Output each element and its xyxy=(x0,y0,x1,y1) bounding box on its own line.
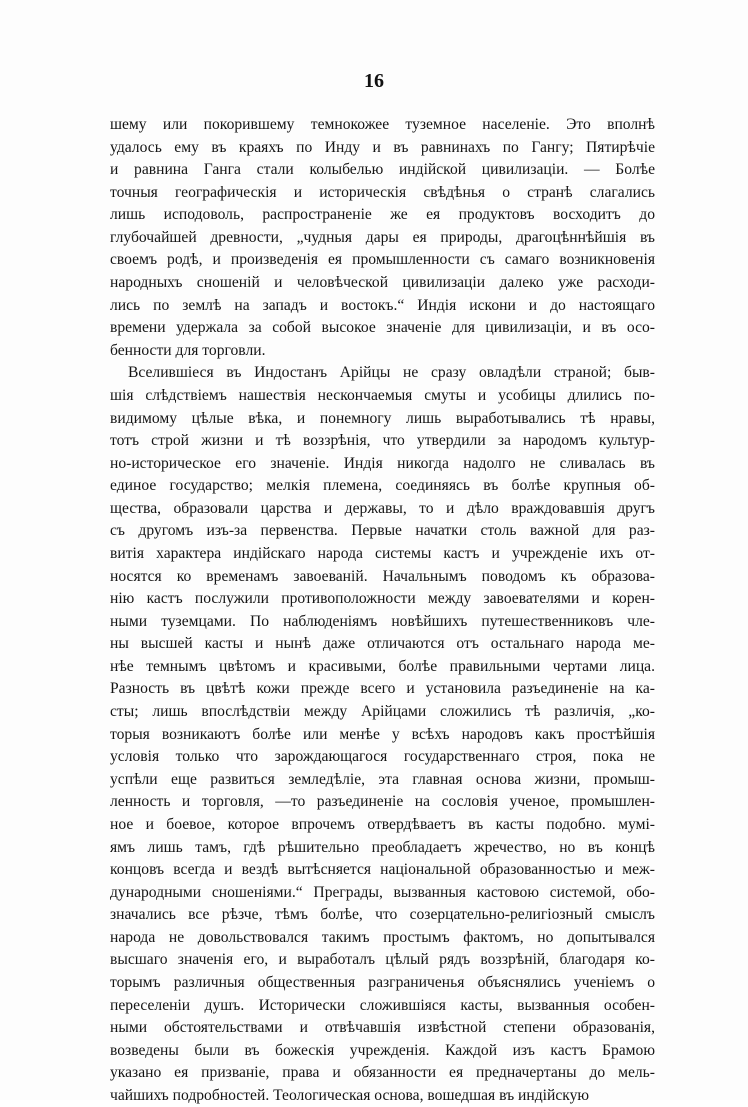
text-line: видимому цѣлые вѣка, и понемногу лишь выработывались тѣ нравы, xyxy=(110,409,655,427)
text-line: народа не довольствовался такимъ простымъ фактомъ, но допытывался xyxy=(110,928,655,946)
text-line: сты; лишь впослѣдствіи между Арійцами сложились тѣ различія, „ко- xyxy=(110,703,655,721)
text-line: переселеніи душъ. Исторически сложившіяся касты, вызванныя особен- xyxy=(110,996,655,1014)
text-line: носятся ко временамъ завоеваній. Начальнымъ поводомъ къ образова- xyxy=(110,567,655,585)
text-line: ленность и торговля, —то разъединеніе на сословія ученое, промышлен- xyxy=(110,793,655,811)
text-line: лишь исподоволь, распространеніе же ея продуктовъ восходитъ до xyxy=(110,206,655,224)
text-line: ными туземцами. По наблюденіямъ новѣйшихъ путешественниковъ чле- xyxy=(110,612,655,630)
text-line: ны высшей касты и нынѣ даже отличаются отъ остальнаго народа ме- xyxy=(110,635,655,653)
text-line: ямъ лишь тамъ, гдѣ рѣшительно преобладаетъ жречество, но въ концѣ xyxy=(110,838,655,856)
text-line: концовъ всегда и вездѣ вытѣсняется національной образованностью и меж- xyxy=(110,861,655,879)
text-line: точныя географическія и историческія свѣдѣнья о странѣ слагались xyxy=(110,183,655,201)
text-line: торымъ различныя общественныя разграниченья объяснялись ученіемъ о xyxy=(110,973,655,991)
text-line: условія только что зарождающагося государственнаго строя, пока не xyxy=(110,748,655,766)
text-line: но-историческое его значеніе. Индія никогда надолго не сливалась въ xyxy=(110,454,655,472)
text-line: нѣе темнымъ цвѣтомъ и красивыми, болѣе правильными чертами лица. xyxy=(110,657,655,675)
body-text xyxy=(110,114,655,1107)
text-line: удалось ему въ краяхъ по Инду и въ равнинахъ по Гангу; Пятирѣчіе xyxy=(110,138,655,156)
text-line: чайшихъ подробностей. Теологическая основа, вошедшая въ индійскую xyxy=(110,1086,590,1104)
page-number: 16 xyxy=(364,70,384,92)
text-line: Вселившіеся въ Индостанъ Арійцы не сразу овладѣли страной; быв- xyxy=(128,364,655,382)
text-line: бенности для торговли. xyxy=(110,341,266,359)
paragraph xyxy=(110,362,655,1107)
text-line: ными обстоятельствами и отвѣчавшія извѣстной степени образованія, xyxy=(110,1019,655,1037)
text-line: времени удержала за собой высокое значеніе для цивилизаціи, и въ осо- xyxy=(110,319,655,337)
text-line: нію кастъ послужили противоположности между завоевателями и корен- xyxy=(110,590,655,608)
text-line: Разность въ цвѣтѣ кожи прежде всего и установила разъединеніе на ка- xyxy=(110,680,655,698)
paragraph xyxy=(110,114,655,362)
text-line: высшаго значенія его, и выработалъ цѣлый рядъ воззрѣній, благодаря ко- xyxy=(110,951,655,969)
text-line: ное и боевое, которое впрочемъ отвердѣваетъ въ касты подобно. мумі- xyxy=(110,815,655,833)
text-line: единое государство; мелкія племена, соединяясь въ болѣе крупныя об- xyxy=(110,477,655,495)
text-line: и равнина Ганга стали колыбелью индійской цивилизаціи. — Болѣе xyxy=(110,161,655,179)
text-line: съ другомъ изъ-за первенства. Первые начатки столь важной для раз- xyxy=(110,522,655,540)
text-line: дународными сношеніями.“ Преграды, вызванныя кастовою системой, обо- xyxy=(110,883,655,901)
text-line: торыя возникаютъ болѣе или менѣе у всѣхъ народовъ какъ простѣйшія xyxy=(110,725,655,743)
text-line: народныхъ сношеній и человѣческой цивилизаціи далеко уже расходи- xyxy=(110,274,655,292)
text-line: шія слѣдствіемъ нашествія нескончаемыя смуты и усобицы длились по- xyxy=(110,386,655,404)
text-line: витія характера индійскаго народа системы кастъ и учрежденіе ихъ от- xyxy=(110,544,655,562)
text-line: щества, образовали царства и державы, то и дѣло враждовавшія другъ xyxy=(110,499,655,517)
text-line: успѣли еще развиться земледѣліе, эта главная основа жизни, промыш- xyxy=(110,770,655,788)
text-line: своемъ родѣ, и произведенія ея промышленности съ самаго возникновенія xyxy=(110,251,655,269)
text-line: указано ея призваніе, права и обязанности ея предначертаны до мель- xyxy=(110,1064,655,1082)
text-line: лись по землѣ на западъ и востокъ.“ Индія искони и до настоящаго xyxy=(110,296,655,314)
text-line: возведены были въ божескія учрежденія. Каждой изъ кастъ Брамою xyxy=(110,1041,655,1059)
text-line: тотъ строй жизни и тѣ воззрѣнія, что утвердили за народомъ культур- xyxy=(110,432,655,450)
text-line: шему или покорившему темнокожее туземное населеніе. Это вполнѣ xyxy=(110,116,655,133)
text-line: глубочайшей древности, „чудныя дары ея природы, драгоцѣннѣйшія въ xyxy=(110,228,655,246)
text-line: значались все рѣзче, тѣмъ болѣе, что созерцательно-религіозный смыслъ xyxy=(110,906,655,924)
